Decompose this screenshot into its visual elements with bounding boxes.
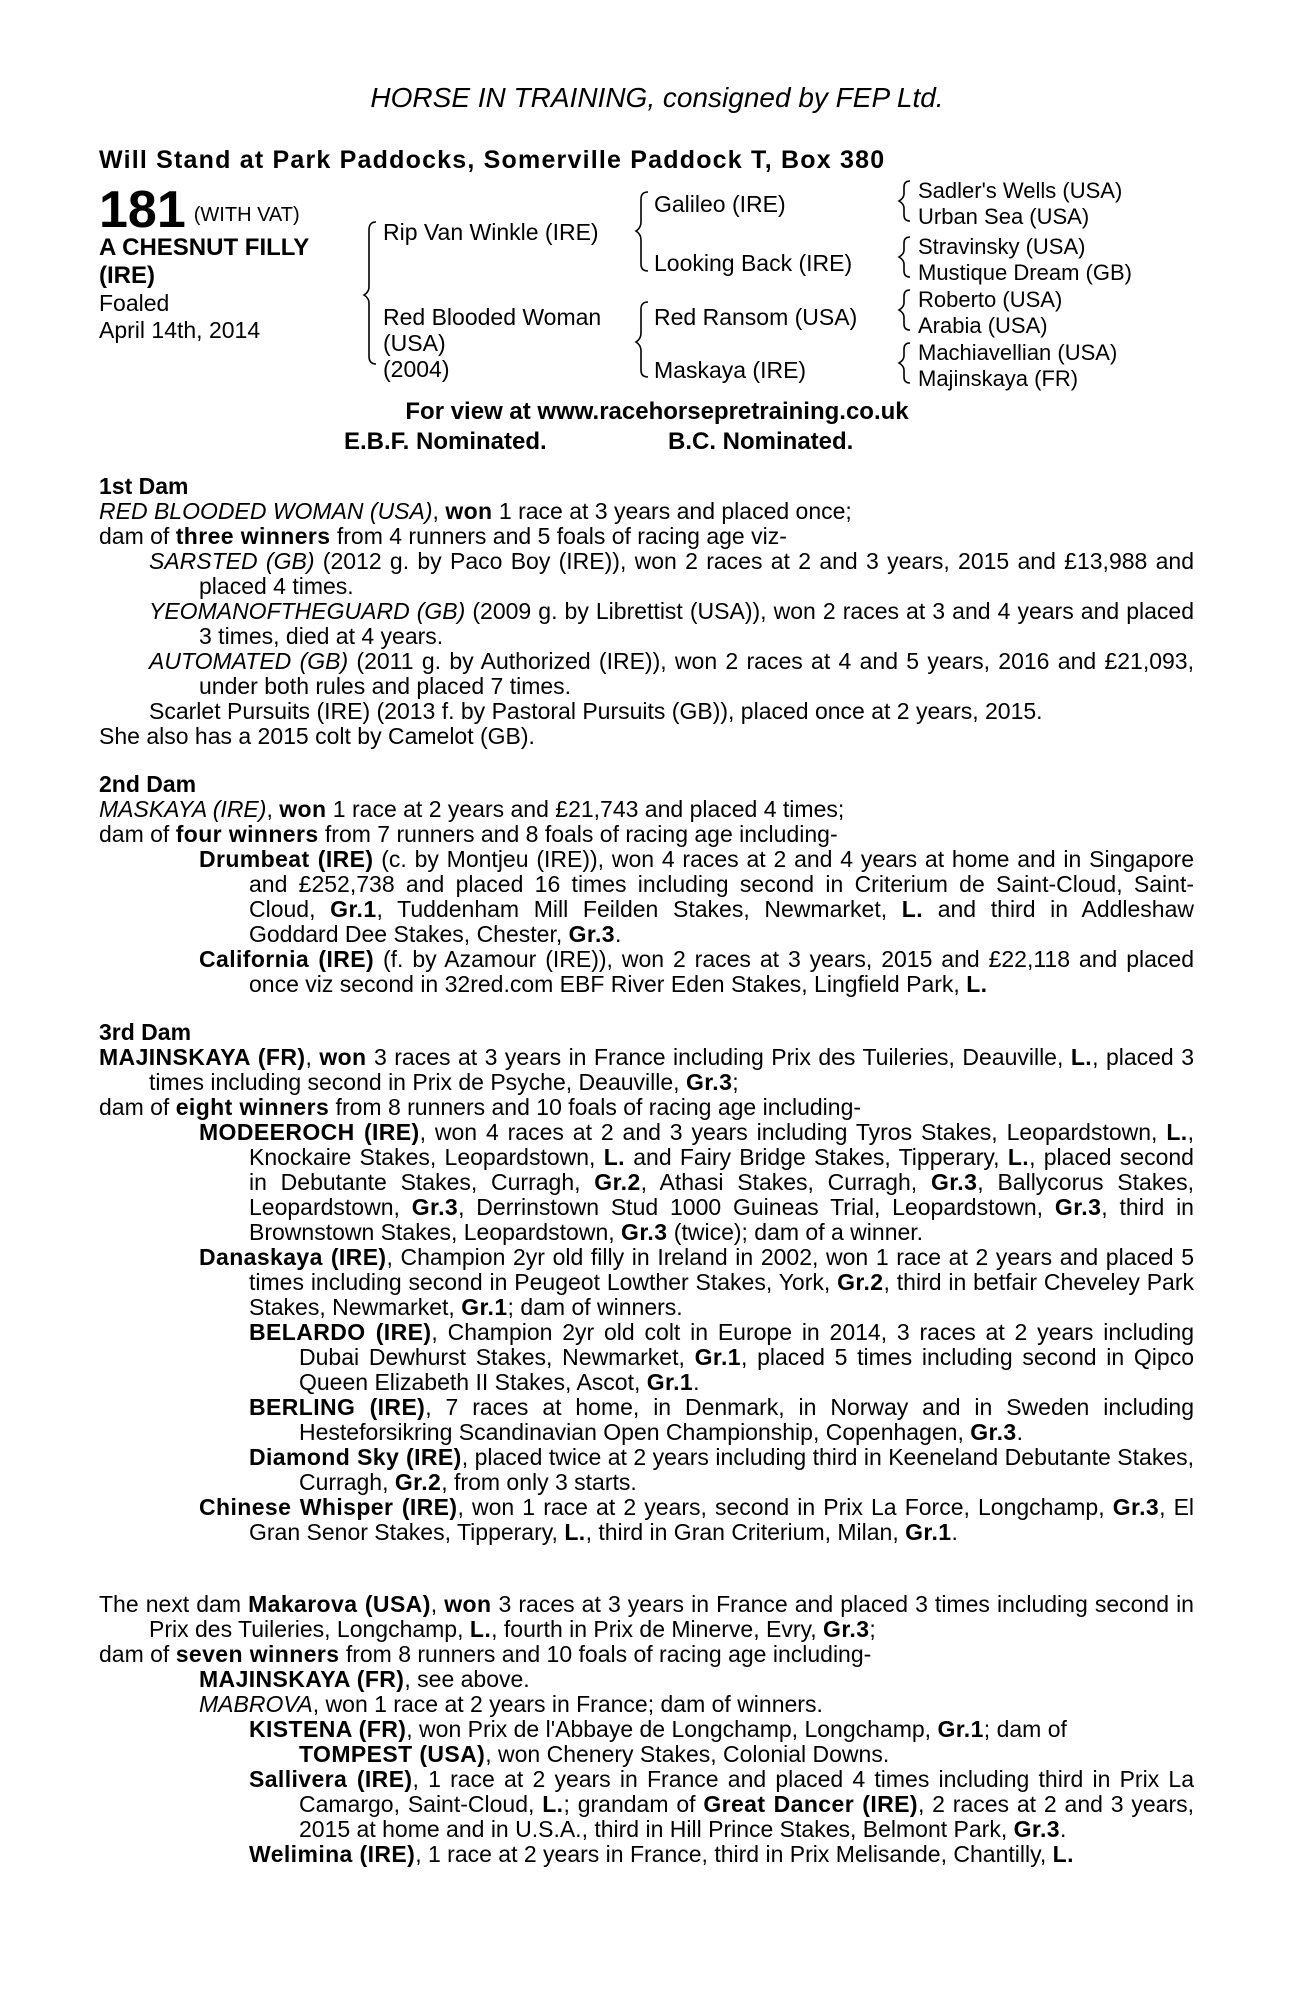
text-run: , placed 5 times including second in Qipco Queen Elizabeth II Stakes, Ascot, (299, 1344, 1195, 1395)
pedigree-dam-line: (USA) (383, 330, 446, 356)
produce-summary (99, 822, 1194, 847)
pedigree-dam-line: Red Blooded Woman (383, 304, 602, 330)
text-run: Welimina (IRE) (249, 1841, 416, 1867)
text-run: , placed twice at 2 years including third in Keeneland Debutante Stakes, Curragh, (299, 1444, 1194, 1495)
pedigree-dam (383, 304, 601, 382)
dam-note: She also has a 2015 colt by Camelot (GB). (99, 723, 535, 749)
text-run: (c. by Montjeu (IRE)), won 4 races at 2 and 4 years at home and in Singapore and £252,738 and placed 16 times including second in Criterium de Saint-Cloud, Saint-Cloud, (249, 846, 1194, 922)
text-run: Gr.3 (568, 921, 615, 947)
text-run: Gr.1 (646, 1369, 694, 1395)
text-run: Sallivera (IRE) (249, 1766, 413, 1792)
text-run: Gr.3 (930, 1169, 978, 1195)
produce-summary (99, 1095, 1194, 1120)
pedigree-gen3-7: Machiavellian (USA) (918, 340, 1118, 365)
text-run: L. (542, 1791, 564, 1817)
text-run: Diamond Sky (IRE) (249, 1444, 462, 1470)
text-run: , won 1 race at 2 years in France; dam of winners. (312, 1691, 823, 1717)
text-run: , Ballycorus Stakes, Leopardstown, (249, 1169, 1195, 1220)
text-run: Gr.1 (461, 1294, 508, 1320)
pedigree-gen3-5: Roberto (USA) (918, 287, 1063, 312)
text-run: L. (469, 1616, 492, 1642)
lot-heading (99, 181, 300, 239)
dam-name: RED BLOODED WOMAN (USA) (99, 498, 433, 524)
text-run: , 2 races at 2 and 3 years, 2015 at home and in U.S.A., third in Hill Prince Stakes, Belmont Park, (299, 1791, 1194, 1842)
pedigree-gen3-6: Arabia (USA) (918, 313, 1048, 338)
text-run: Danaskaya (IRE) (199, 1244, 387, 1270)
text-run: three winners (175, 523, 331, 549)
text-run: won (444, 1591, 492, 1617)
text-run: . (951, 1519, 958, 1545)
text-run: TOMPEST (USA) (299, 1741, 486, 1767)
offspring-entry (99, 1245, 1194, 1320)
grand-offspring-entry (99, 1717, 1194, 1767)
text-run: from 8 runners and 10 foals of racing age including- (329, 1094, 862, 1120)
grand-offspring-entry (99, 1842, 1194, 1867)
text-run: ; grandam of (563, 1791, 704, 1817)
grand-offspring-entry (99, 1767, 1194, 1842)
text-run: Chinese Whisper (IRE) (199, 1494, 458, 1520)
offspring-entry (99, 1495, 1194, 1545)
pedigree-gen3-4: Mustique Dream (GB) (918, 260, 1132, 285)
bc-nomination: B.C. Nominated. (668, 428, 854, 455)
lot-description-line: A CHESNUT FILLY (99, 234, 310, 261)
text-run: (twice); dam of a winner. (667, 1219, 924, 1245)
pedigree-gen3-3: Stravinsky (USA) (918, 234, 1086, 259)
text-run: , won Chenery Stakes, Colonial Downs. (485, 1741, 890, 1767)
text-run: Gr.3 (1013, 1816, 1060, 1842)
third-dam-section (99, 1020, 1194, 1545)
text-run: MAJINSKAYA (FR) (99, 1044, 306, 1070)
text-run: won (319, 1044, 367, 1070)
view-website-line: For view at www.racehorsepretraining.co.uk (405, 398, 909, 425)
foaling-info (99, 290, 260, 344)
text-run: Gr.1 (330, 896, 377, 922)
text-run: dam of (99, 523, 176, 549)
text-run: Gr.2 (837, 1269, 884, 1295)
text-run: L. (603, 1144, 625, 1170)
text-run: Gr.1 (905, 1519, 952, 1545)
produce-summary (99, 524, 1194, 549)
offspring-entry (99, 599, 1194, 649)
text-run: . (1016, 1419, 1023, 1445)
text-run: MODEEROCH (IRE) (199, 1119, 420, 1145)
text-run: ; (869, 1616, 876, 1642)
text-run: (2012 g. by Paco Boy (IRE)), won 2 races at 2 and 3 years, 2015 and £13,988 and placed 4 times. (199, 548, 1194, 599)
text-run: , Knockaire Stakes, Leopardstown, (249, 1119, 1194, 1170)
text-run: Drumbeat (IRE) (199, 846, 374, 872)
offspring-entry (99, 1692, 1194, 1717)
text-run: , won 4 races at 2 and 3 years including Tyros Stakes, Leopardstown, (419, 1119, 1167, 1145)
text-run: (2009 g. by Librettist (USA)), won 2 races at 3 and 4 years and placed 3 times, died at 4 years. (199, 598, 1194, 649)
text-run: BELARDO (IRE) (249, 1319, 432, 1345)
text-run: The next dam (99, 1591, 249, 1617)
text-run: , fourth in Prix de Minerve, Evry, (491, 1616, 824, 1642)
text-run: , Champion 2yr old colt in Europe in 2014, 3 races at 2 years including Dubai Dewhurst Stakes, Newmarket, (299, 1319, 1194, 1370)
text-run: . (1059, 1816, 1067, 1842)
text-run: , from only 3 starts. (441, 1469, 637, 1495)
offspring-entry (99, 847, 1194, 947)
text-run: 1 race at 3 years and placed once; (492, 498, 852, 524)
text-run: Scarlet Pursuits (IRE) (2013 f. by Pastoral Pursuits (GB)), placed once at 2 years, 2015. (149, 698, 1043, 724)
text-run: , Tuddenham Mill Feilden Stakes, Newmarket, (376, 896, 902, 922)
offspring-entry (99, 947, 1194, 997)
first-dam-section (99, 474, 1194, 749)
text-run: 3 races at 3 years in France including Prix des Tuileries, Deauville, (366, 1044, 1071, 1070)
vat-note: (WITH VAT) (193, 204, 300, 226)
text-run: AUTOMATED (GB) (149, 648, 349, 674)
text-run: dam of (99, 1094, 176, 1120)
text-run: , 7 races at home, in Denmark, in Norway and in Sweden including Hesteforsikring Scandinavian Open Championship, Copenhagen, (299, 1394, 1194, 1445)
text-run: from 4 runners and 5 foals of racing age viz- (330, 523, 787, 549)
text-run: MAJINSKAYA (FR) (199, 1666, 405, 1692)
offspring-entry (99, 699, 1194, 724)
text-run: Gr.3 (1112, 1494, 1160, 1520)
pedigree-dam-line: (2004) (383, 356, 450, 382)
text-run: , see above. (404, 1666, 530, 1692)
text-run: , 1 race at 2 years in France, third in Prix Melisande, Chantilly, (415, 1841, 1053, 1867)
text-run: L. (1166, 1119, 1188, 1145)
lot-number: 181 (99, 181, 186, 239)
text-run: (2011 g. by Authorized (IRE)), won 2 races at 4 and 5 years, 2016 and £21,093, under both rules and placed 7 times. (199, 648, 1194, 699)
text-run: eight winners (175, 1094, 330, 1120)
stabling-location: Will Stand at Park Paddocks, Somerville Paddock T, Box 380 (99, 146, 886, 174)
text-run: , third in Brownstown Stakes, Leopardstown, (249, 1194, 1194, 1245)
text-run: Gr.3 (1054, 1194, 1102, 1220)
text-run: SARSTED (GB) (149, 548, 315, 574)
dam-record: RED BLOODED WOMAN (USA), won 1 race at 3 years and placed once; (99, 498, 852, 524)
text-run: KISTENA (FR) (249, 1716, 407, 1742)
text-run: , placed 3 times including second in Prix de Psyche, Deauville, (149, 1044, 1194, 1095)
text-run: BERLING (IRE) (249, 1394, 426, 1420)
dam-record: The next dam Makarova (USA), won 3 races at 3 years in France and placed 3 times including second in Prix des Tuileries, Longchamp, L., fourth in Prix de Minerve, Evry, Gr.3; (99, 1591, 1194, 1642)
text-run: seven winners (175, 1641, 340, 1667)
text-run: L. (564, 1519, 586, 1545)
text-run: , El Gran Senor Stakes, Tipperary, (249, 1494, 1195, 1545)
pedigree-dam-dam: Maskaya (IRE) (654, 357, 807, 383)
foaled-date: April 14th, 2014 (99, 317, 261, 343)
text-run: MABROVA (199, 1691, 313, 1717)
dam-record: MAJINSKAYA (FR), won 3 races at 3 years in France including Prix des Tuileries, Deauville, L., placed 3 times including second in Prix de Psyche, Deauville, Gr.3; (99, 1044, 1194, 1095)
text-run: , placed second in Debutante Stakes, Curragh, (249, 1144, 1194, 1195)
text-run: , won Prix de l'Abbaye de Longchamp, Longchamp, (406, 1716, 938, 1742)
text-run: , won 1 race at 2 years, second in Prix La Force, Longchamp, (457, 1494, 1113, 1520)
text-run: dam of (99, 821, 176, 847)
offspring-entry (99, 649, 1194, 699)
text-run: and Fairy Bridge Stakes, Tipperary, (624, 1144, 1008, 1170)
grand-offspring-entry (99, 1320, 1194, 1395)
produce-summary (99, 1642, 1194, 1667)
next-dam-section (99, 1592, 1194, 1867)
text-run: from 8 runners and 10 foals of racing age including- (339, 1641, 872, 1667)
text-run: (f. by Azamour (IRE)), won 2 races at 3 years, 2015 and £22,118 and placed once viz second in 32red.com EBF River Eden Stakes, Lingfield Park, (249, 946, 1194, 997)
text-run: Gr.2 (394, 1469, 442, 1495)
text-run: L. (1007, 1144, 1030, 1170)
text-run: ; dam of (983, 1716, 1067, 1742)
text-run: , Champion 2yr old filly in Ireland in 2002, won 1 race at 2 years and placed 5 times including second in Peugeot Lowther Stakes, York, (249, 1244, 1194, 1295)
pedigree-dam-sire: Red Ransom (USA) (654, 304, 858, 330)
text-run: , third in Gran Criterium, Milan, (585, 1519, 906, 1545)
text-run: from 7 runners and 8 foals of racing age including- (318, 821, 838, 847)
text-run: , 1 race at 2 years in France and placed 4 times including third in Prix La Camargo, Saint-Cloud, (299, 1766, 1194, 1817)
offspring-entry (99, 1120, 1194, 1245)
second-dam-section (99, 772, 1194, 997)
text-run: Gr.3 (685, 1069, 733, 1095)
pedigree-gen3-8: Majinskaya (FR) (918, 366, 1079, 391)
lot-description (99, 234, 359, 290)
section-title: 2nd Dam (99, 771, 197, 797)
text-run: Gr.1 (937, 1716, 984, 1742)
text-run: California (IRE) (199, 946, 375, 972)
text-run: four winners (175, 821, 319, 847)
text-run: Gr.1 (694, 1344, 741, 1370)
pedigree-sire-dam: Looking Back (IRE) (654, 250, 853, 276)
pedigree-sire: Rip Van Winkle (IRE) (383, 219, 599, 245)
text-run: , Derrinstown Stud 1000 Guineas Trial, Leopardstown, (458, 1194, 1055, 1220)
text-run: 3 races at 3 years in France and placed 3 times including second in Prix des Tuileries, Longchamp, (149, 1591, 1194, 1642)
pedigree-gen3-1: Sadler's Wells (USA) (918, 178, 1123, 203)
text-run: Great Dancer (IRE) (703, 1791, 918, 1817)
consignor-heading: HORSE IN TRAINING, consigned by FEP Ltd. (370, 82, 944, 113)
text-run: . (614, 921, 622, 947)
dam-record: MASKAYA (IRE), won 1 race at 2 years and £21,743 and placed 4 times; (99, 796, 845, 822)
pedigree-sire-sire: Galileo (IRE) (654, 191, 786, 217)
text-run: ; dam of winners. (507, 1294, 683, 1320)
text-run: won (279, 796, 327, 822)
section-title: 1st Dam (99, 473, 189, 499)
text-run: Makarova (USA) (248, 1591, 431, 1617)
text-run: L. (901, 896, 924, 922)
text-run: Gr.2 (594, 1169, 641, 1195)
grand-offspring-entry (99, 1395, 1194, 1445)
text-run: Gr.3 (621, 1219, 668, 1245)
lot-description-line: (IRE) (99, 262, 155, 289)
pedigree-gen3-2: Urban Sea (USA) (918, 204, 1090, 229)
text-run: Gr.3 (411, 1194, 459, 1220)
text-run: Gr.3 (970, 1419, 1017, 1445)
text-run: Gr.3 (823, 1616, 870, 1642)
text-run: L. (1052, 1841, 1074, 1867)
text-run: L. (966, 971, 988, 997)
text-run: ; (732, 1069, 739, 1095)
text-run: 1 race at 2 years and £21,743 and placed 4 times; (326, 796, 845, 822)
text-run: and third in Addleshaw Goddard Dee Stakes, Chester, (249, 896, 1195, 947)
section-title: 3rd Dam (99, 1019, 192, 1045)
offspring-entry (99, 549, 1194, 599)
foaled-label: Foaled (99, 290, 170, 316)
text-run: dam of (99, 1641, 176, 1667)
text-run: . (693, 1369, 700, 1395)
text-run: YEOMANOFTHEGUARD (GB) (149, 598, 466, 624)
text-run: , third in betfair Cheveley Park Stakes, Newmarket, (249, 1269, 1194, 1320)
ebf-nomination: E.B.F. Nominated. (344, 428, 547, 455)
grand-offspring-entry (99, 1445, 1194, 1495)
won-label: won (445, 498, 493, 524)
text-run: , Athasi Stakes, Curragh, (640, 1169, 931, 1195)
text-run: MASKAYA (IRE) (99, 796, 267, 822)
offspring-entry (99, 1667, 1194, 1692)
text-run: L. (1070, 1044, 1093, 1070)
